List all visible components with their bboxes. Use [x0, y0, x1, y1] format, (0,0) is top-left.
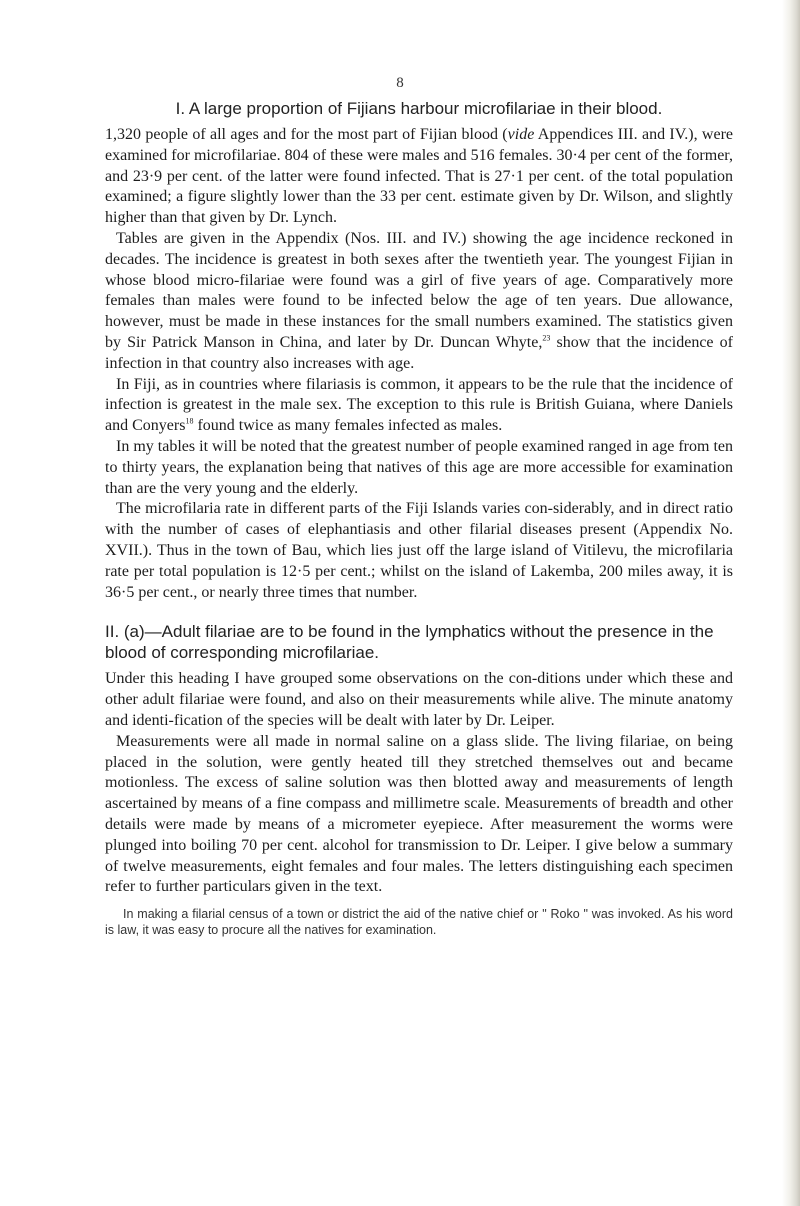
text-run: Appendices III. and IV.), were examined for microfilariae. 804 of these were males and 516 females. 30·4 per cent of the former, and 23·9 per cent. of the latter were found infected. That is 27·1 per cent. of the total population examined; a figure slightly lower than the 33 per cent. estimate given by Dr. Wilson, and slightly higher than that given by Dr. Lynch.	[105, 126, 733, 227]
text-run: The microfilaria rate in different parts of the Fiji Islands varies con-siderably, and in direct ratio with the number of cases of elephantiasis and other filarial diseases present (Appendix No. XVII.). Thus in the town of Bau, which lies just off the large island of Vitilevu, the microfilaria rate per total population is 12·5 per cent.; whilst on the island of Lakemba, 200 miles away, it is 36·5 per cent., or nearly three times that number.	[105, 500, 733, 601]
text-run: Tables are given in the Appendix (Nos. III. and IV.) showing the age incidence reckoned in decades. The incidence is greatest in both sexes after the twentieth year. The youngest Fijian in whose blood micro-filariae were found was a girl of five years of age. Comparatively more females than males were found to be infected below the age of ten years. Due allowance, however, must be made in these instances for the small numbers examined. The statistics given by Sir Patrick Manson in China, and later by Dr. Duncan Whyte,	[105, 229, 733, 351]
section-1-paragraph	[105, 229, 733, 375]
section-2-paragraph	[105, 732, 733, 898]
italic-text: vide	[507, 126, 535, 143]
page-body	[105, 98, 733, 938]
reference-number: 18	[185, 416, 194, 426]
text-run: In my tables it will be noted that the greatest number of people examined ranged in age from ten to thirty years, the explanation being that natives of this age are more accessible for examination than are the very young and the elderly.	[105, 437, 733, 497]
footnote	[105, 906, 733, 938]
footnote-text: In making a filarial census of a town or district the aid of the native chief or " Roko " was invoked. As his word is law, it was easy to procure all the natives for examination.	[105, 907, 733, 938]
section-2-heading: II. (a)—Adult filariae are to be found in the lymphatics without the presence in the blood of corresponding microfilariae.	[105, 622, 714, 663]
section-1-paragraph	[105, 125, 733, 229]
page-edge-shadow	[782, 0, 800, 1206]
section-1-heading: I. A large proportion of Fijians harbour microfilariae in their blood.	[175, 99, 663, 118]
text-run: found twice as many females infected as males.	[193, 417, 503, 435]
section-1-paragraph	[105, 499, 733, 603]
text-run: Under this heading I have grouped some observations on the con-ditions under which these and other adult filariae were found, and also on their measurements while alive. The minute anatomy and identi-fication of the species will be dealt with later by Dr. Leiper.	[105, 670, 733, 729]
section-2-text	[105, 669, 733, 898]
section-2-paragraph	[105, 669, 733, 731]
section-1-paragraph	[105, 375, 733, 437]
text-run: Measurements were all made in normal saline on a glass slide. The living filariae, on being placed in the solution, were gently heated till they stretched themselves out and became motionless. The excess of saline solution was then blotted away and measurements of length ascertained by means of a fine compass and millimetre scale. Measurements of breadth and other details were made by means of a micrometer eyepiece. After measurement the worms were plunged into boiling 70 per cent. alcohol for transmission to Dr. Leiper. I give below a summary of twelve measurements, eight females and four males. The letters distinguishing each specimen refer to further particulars given in the text.	[105, 732, 733, 896]
text-run: show that the incidence of infection in that country also increases with age.	[105, 333, 733, 372]
reference-number: 23	[542, 333, 551, 343]
section-1-paragraph	[105, 437, 733, 499]
section-1-text	[105, 125, 733, 603]
text-run: 1,320 people of all ages and for the most part of Fijian blood (	[105, 126, 508, 143]
page-number: 8	[396, 75, 404, 91]
text-run: In Fiji, as in countries where filariasis is common, it appears to be the rule that the incidence of infection is greatest in the male sex. The exception to this rule is British Guiana, where Daniels and Conyers	[105, 375, 733, 435]
